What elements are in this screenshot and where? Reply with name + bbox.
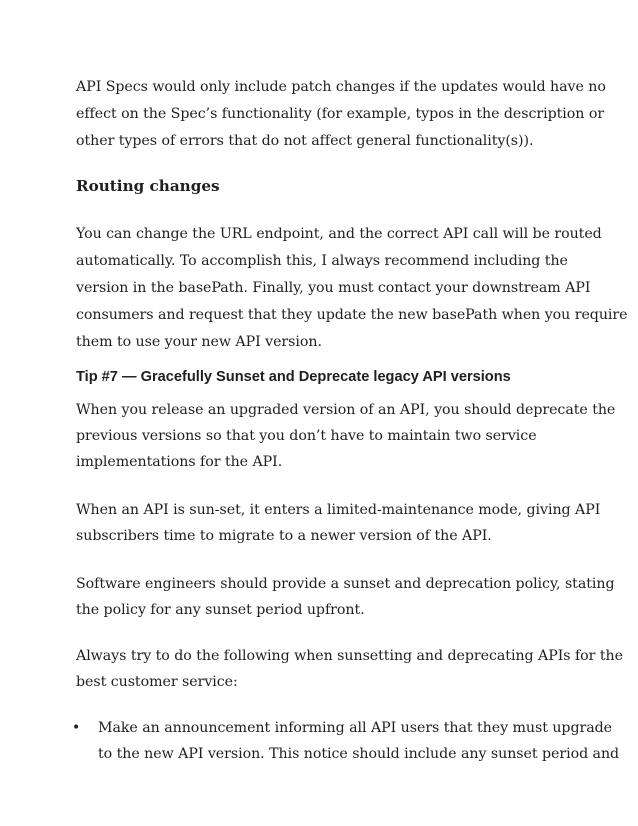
paragraph-routing-line-3: version in the basePath. Finally, you must contact your downstream API: [76, 280, 591, 296]
heading-routing-changes: Routing changes: [76, 177, 220, 195]
paragraph-policy-line-2: the policy for any sunset period upfront.: [76, 602, 365, 618]
paragraph-policy-line-1: Software engineers should provide a sunset and deprecation policy, stating: [76, 576, 615, 592]
paragraph-routing-line-1: You can change the URL endpoint, and the correct API call will be routed: [76, 226, 602, 242]
paragraph-release-line-2: previous versions so that you don’t have to maintain two service: [76, 428, 537, 444]
list-item-announcement-line-2: to the new API version. This notice should include any sunset period and: [98, 746, 620, 762]
paragraph-always-line-2: best customer service:: [76, 674, 238, 690]
paragraph-sunset-line-2: subscribers time to migrate to a newer version of the API.: [76, 528, 492, 544]
paragraph-patch-line-3: other types of errors that do not affect general functionality(s)).: [76, 133, 534, 149]
heading-tip-7: Tip #7 — Gracefully Sunset and Deprecate legacy API versions: [76, 369, 511, 385]
paragraph-release-line-1: When you release an upgraded version of an API, you should deprecate the: [76, 402, 616, 418]
paragraph-routing-line-4: consumers and request that they update the new basePath when you require: [76, 307, 628, 323]
paragraph-patch-line-2: effect on the Spec’s functionality (for example, typos in the description or: [76, 106, 605, 122]
paragraph-patch-line-1: API Specs would only include patch changes if the updates would have no: [76, 79, 606, 95]
paragraph-always-line-1: Always try to do the following when sunsetting and deprecating APIs for the: [76, 648, 623, 664]
paragraph-release-line-3: implementations for the API.: [76, 454, 283, 470]
paragraph-routing-line-2: automatically. To accomplish this, I always recommend including the: [76, 253, 568, 269]
paragraph-routing-line-5: them to use your new API version.: [76, 334, 322, 350]
paragraph-sunset-line-1: When an API is sun-set, it enters a limited-maintenance mode, giving API: [76, 502, 601, 518]
list-item-announcement-line-1: Make an announcement informing all API users that they must upgrade: [98, 720, 613, 736]
bullet-marker: •: [72, 720, 81, 736]
